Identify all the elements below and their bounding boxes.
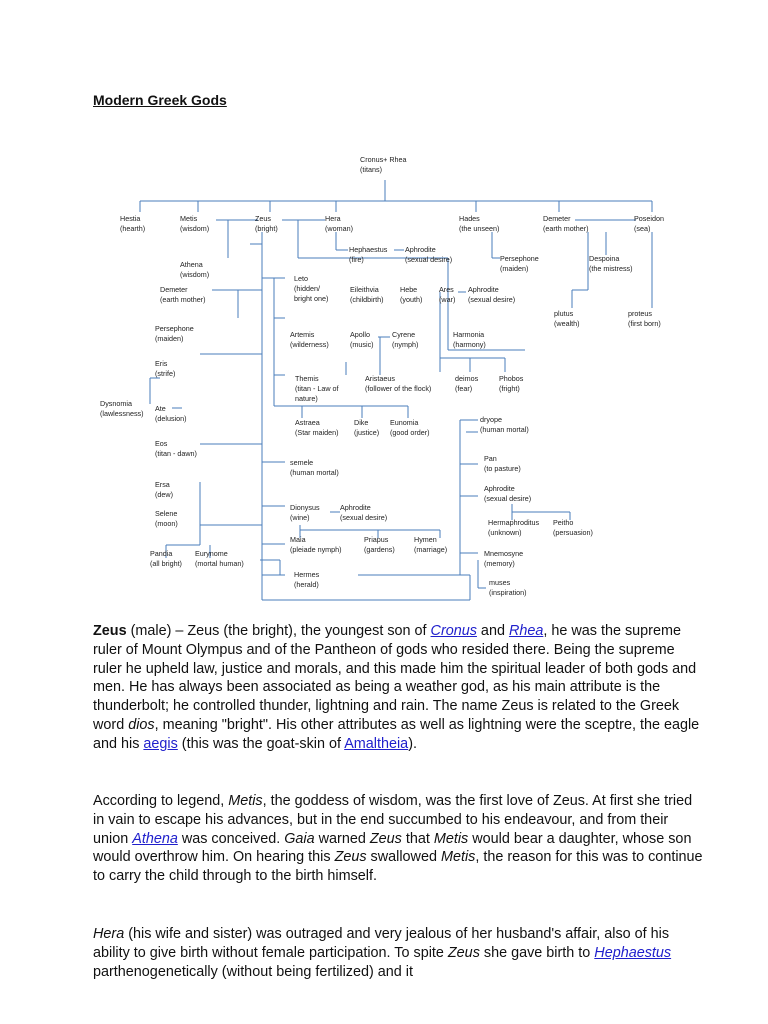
node-themis <box>295 374 339 403</box>
text-run: (this was the goat-skin of <box>177 735 345 752</box>
node-proteus <box>628 309 661 328</box>
node-label: Hera <box>325 214 341 223</box>
node-label: (the unseen) <box>459 224 500 233</box>
text-run: parthenogenetically (without being fertilized) and it <box>93 963 413 980</box>
node-apollo <box>350 330 374 349</box>
node-demeter-left <box>160 285 206 304</box>
node-zeus <box>255 214 278 233</box>
node-dryope <box>480 415 529 434</box>
node-label: Eris <box>155 359 168 368</box>
node-label: dryope <box>480 415 502 424</box>
node-label: semele <box>290 458 314 467</box>
node-dionysus <box>290 503 320 522</box>
node-label: (strife) <box>155 369 176 378</box>
node-label: Dysnomia <box>100 399 132 408</box>
node-label: Astraea <box>295 418 320 427</box>
text-run: , meaning "bright". His other attributes as well as lightning were the sceptre, the eagle and his <box>93 716 700 752</box>
node-label: Eunomia <box>390 418 419 427</box>
node-eris <box>155 359 175 378</box>
text-run: swallowed <box>366 849 441 866</box>
node-label: Demeter <box>160 285 188 294</box>
node-label: (music) <box>350 340 374 349</box>
node-pandia <box>150 549 182 568</box>
node-label: (woman) <box>325 224 353 233</box>
link-hephaestus[interactable]: Hephaestus <box>594 944 672 961</box>
node-label: Dike <box>354 418 369 427</box>
node-label: (pleiade nymph) <box>290 545 342 554</box>
node-label: (titans) <box>360 165 382 174</box>
node-label: Eurynome <box>195 549 228 558</box>
link-rhea[interactable]: Rhea <box>508 623 544 639</box>
node-despoina <box>589 254 633 273</box>
node-pan <box>484 454 521 473</box>
node-selene <box>155 509 178 528</box>
node-label: (the mistress) <box>589 264 633 273</box>
italic-word: Zeus <box>334 849 367 866</box>
node-eileithyia <box>350 285 384 304</box>
text-run: she gave birth to <box>479 944 595 961</box>
zeus-heading: Zeus <box>93 623 127 639</box>
node-label: nature) <box>295 394 318 403</box>
node-label: (wealth) <box>554 319 580 328</box>
italic-word: Gaia <box>284 830 315 847</box>
node-label: Hymen <box>414 535 437 544</box>
node-hermes <box>294 570 320 589</box>
node-label: (justice) <box>354 428 380 437</box>
node-poseidon <box>634 214 664 233</box>
node-label: (fire) <box>349 255 364 264</box>
text-run: would bear a daughter, whose son would overthrow him. On hearing this <box>93 830 692 866</box>
node-label: (good order) <box>390 428 430 437</box>
node-hades <box>459 214 499 233</box>
node-label: (human mortal) <box>290 468 339 477</box>
text-run: warned <box>314 830 370 847</box>
node-label: Eileithvia <box>350 285 379 294</box>
page-title: Modern Greek Gods <box>93 92 227 108</box>
node-eos <box>155 439 197 458</box>
node-label: Aphrodite <box>340 503 371 512</box>
node-semele <box>290 458 339 477</box>
node-label: (sea) <box>634 224 651 233</box>
node-hephaestus <box>349 245 388 264</box>
node-label: Dionysus <box>290 503 320 512</box>
node-eurynome <box>195 549 244 568</box>
node-label: Athena <box>180 260 203 269</box>
node-label: (delusion) <box>155 414 187 423</box>
node-label: Zeus <box>255 214 271 223</box>
node-peitho <box>553 518 593 537</box>
link-athena[interactable]: Athena <box>132 830 178 847</box>
node-label: (inspiration) <box>489 588 527 597</box>
italic-word: Hera <box>93 926 125 942</box>
node-label: (persuasion) <box>553 528 593 537</box>
node-label: Phobos <box>499 374 524 383</box>
node-label: Hebe <box>400 285 418 294</box>
node-label: Metis <box>180 214 198 223</box>
node-aphrodite-3 <box>484 484 531 503</box>
node-hermaphroditus <box>488 518 540 537</box>
node-label: (gardens) <box>364 545 395 554</box>
node-label: (sexual desire) <box>468 295 516 304</box>
node-label: (wisdom) <box>180 270 210 279</box>
node-artemis <box>290 330 329 349</box>
node-label: (youth) <box>400 295 423 304</box>
node-athena <box>180 260 209 279</box>
link-cronus[interactable]: Cronus <box>430 623 477 639</box>
node-label: (first born) <box>628 319 661 328</box>
node-label: Hestia <box>120 214 141 223</box>
node-mnemosyne <box>484 549 523 568</box>
node-label: Pandia <box>150 549 173 558</box>
node-label: bright one) <box>294 294 329 303</box>
italic-word: Metis <box>228 793 263 809</box>
node-muses <box>489 578 527 597</box>
node-ersa <box>155 480 173 499</box>
node-label: (Star maiden) <box>295 428 339 437</box>
node-label: (marriage) <box>414 545 448 554</box>
node-label: Demeter <box>543 214 571 223</box>
node-label: Hephaestus <box>349 245 388 254</box>
node-harmonia <box>453 330 486 349</box>
node-label: (sexual desire) <box>484 494 532 503</box>
node-label: Cronus+ Rhea <box>360 155 407 164</box>
link-amaltheia[interactable]: Amaltheia <box>344 735 409 752</box>
node-label: Poseidon <box>634 214 664 223</box>
node-label: Despoina <box>589 254 620 263</box>
node-label: Hermes <box>294 570 320 579</box>
text-run: (his wife and sister) was outraged and very jealous of her husband's affair, also of his ability to give birth without female participation. To spite <box>93 926 670 961</box>
node-label: Hades <box>459 214 480 223</box>
node-label: Eos <box>155 439 168 448</box>
node-label: Harmonia <box>453 330 485 339</box>
node-label: (harmony) <box>453 340 486 349</box>
node-label: (fear) <box>455 384 473 393</box>
italic-word: dios <box>128 716 155 733</box>
node-label: Peitho <box>553 518 574 527</box>
text-run: (male) – Zeus (the bright), the youngest son of <box>126 623 431 639</box>
node-label: (earth mother) <box>160 295 206 304</box>
node-label: Ares <box>439 285 454 294</box>
node-label: Themis <box>295 374 319 383</box>
node-astraea <box>295 418 339 437</box>
text-run: , he was the supreme ruler of Mount Olympus and of the Pantheon of gods who resided there. Being the supreme ruler he upheld law, justice and morals, and this made him the spiritual leader of both gods and men. He has always been associated as being a weather god, as his main attribute is the thunderbolt; he controlled thunder, lightning and rain. The name Zeus is related to the Greek word <box>93 623 697 733</box>
node-label: deimos <box>455 374 479 383</box>
node-ares <box>439 285 455 304</box>
node-label: (titan - Law of <box>295 384 339 393</box>
text-run: ). <box>408 735 417 752</box>
node-aphrodite-1 <box>405 245 452 264</box>
node-label: Selene <box>155 509 178 518</box>
node-hebe <box>400 285 422 304</box>
node-label: Aphrodite <box>405 245 436 254</box>
node-label: Priapus <box>364 535 389 544</box>
tree-labels <box>100 155 664 597</box>
node-label: (herald) <box>294 580 319 589</box>
node-ate <box>155 404 187 423</box>
node-label: (sexual desire) <box>405 255 453 264</box>
node-label: (titan - dawn) <box>155 449 197 458</box>
node-label: (maiden) <box>155 334 184 343</box>
node-label: (dew) <box>155 490 173 499</box>
node-dysnomia <box>100 399 144 418</box>
node-label: (hidden/ <box>294 284 320 293</box>
node-label: (lawlessness) <box>100 409 144 418</box>
node-label: (mortal human) <box>195 559 244 568</box>
node-label: Aphrodite <box>468 285 499 294</box>
node-cyrene <box>392 330 418 349</box>
text-run: and <box>476 623 509 639</box>
link-aegis[interactable]: aegis <box>143 735 178 752</box>
italic-word: Zeus <box>369 830 402 847</box>
node-label: (to pasture) <box>484 464 521 473</box>
node-label: (all bright) <box>150 559 182 568</box>
node-label: (bright) <box>255 224 278 233</box>
node-label: Maia <box>290 535 306 544</box>
node-label: Mnemosyne <box>484 549 524 558</box>
node-cronus-rhea <box>360 155 407 174</box>
node-aristaeus <box>365 374 431 393</box>
node-label: Aristaeus <box>365 374 395 383</box>
node-label: (memory) <box>484 559 515 568</box>
node-phobos <box>499 374 524 393</box>
italic-word: Metis <box>440 849 476 866</box>
paragraph-hera <box>93 925 705 981</box>
node-persephone-left <box>155 324 194 343</box>
node-hestia <box>120 214 145 233</box>
node-label: (wisdom) <box>180 224 210 233</box>
node-label: Ate <box>155 404 166 413</box>
text-run: , the goddess of wisdom, was the first love of Zeus. At first she tried in vain to escape his advances, but in the end succumbed to his endeavour, and from their union <box>93 793 693 847</box>
node-aphrodite-2 <box>468 285 515 304</box>
node-label: (wine) <box>290 513 310 522</box>
node-label: (childbirth) <box>350 295 384 304</box>
node-priapus <box>364 535 395 554</box>
node-label: (fright) <box>499 384 520 393</box>
node-demeter-top <box>543 214 589 233</box>
paragraph-metis <box>93 792 705 886</box>
italic-word: Zeus <box>447 944 480 961</box>
node-label: (moon) <box>155 519 178 528</box>
node-label: Artemis <box>290 330 315 339</box>
node-metis <box>180 214 209 233</box>
node-label: Aphrodite <box>484 484 515 493</box>
paragraph-zeus <box>93 622 705 754</box>
node-hymen <box>414 535 447 554</box>
node-label: (earth mother) <box>543 224 589 233</box>
node-label: plutus <box>554 309 574 318</box>
node-eunomia <box>390 418 430 437</box>
node-persephone-right <box>500 254 539 273</box>
node-maia <box>290 535 342 554</box>
node-label: Pan <box>484 454 497 463</box>
node-label: Leto <box>294 274 308 283</box>
node-label: Persephone <box>155 324 194 333</box>
node-label: Persephone <box>500 254 539 263</box>
node-label: (hearth) <box>120 224 146 233</box>
node-label: muses <box>489 578 511 587</box>
node-hera <box>325 214 353 233</box>
node-label: (nymph) <box>392 340 419 349</box>
node-label: Hermaphroditus <box>488 518 540 527</box>
node-label: (wilderness) <box>290 340 329 349</box>
node-label: (maiden) <box>500 264 529 273</box>
node-deimos <box>455 374 479 393</box>
node-label: proteus <box>628 309 652 318</box>
node-plutus <box>554 309 580 328</box>
node-dike <box>354 418 379 437</box>
italic-word: Metis <box>433 830 469 847</box>
text-run: was conceived. <box>177 830 285 847</box>
text-run: According to legend, <box>93 793 229 809</box>
node-label: Apollo <box>350 330 370 339</box>
text-run: that <box>401 830 434 847</box>
node-label: (human mortal) <box>480 425 529 434</box>
node-label: (unknown) <box>488 528 522 537</box>
text-run: , the reason for this was to continue to carry the child through to the birth himself. <box>93 849 703 885</box>
node-aphrodite-4 <box>340 503 387 522</box>
node-label: (sexual desire) <box>340 513 388 522</box>
node-leto <box>294 274 328 303</box>
node-label: Cyrene <box>392 330 416 339</box>
node-label: Ersa <box>155 480 170 489</box>
node-label: (follower of the flock) <box>365 384 432 393</box>
node-label: (war) <box>439 295 456 304</box>
